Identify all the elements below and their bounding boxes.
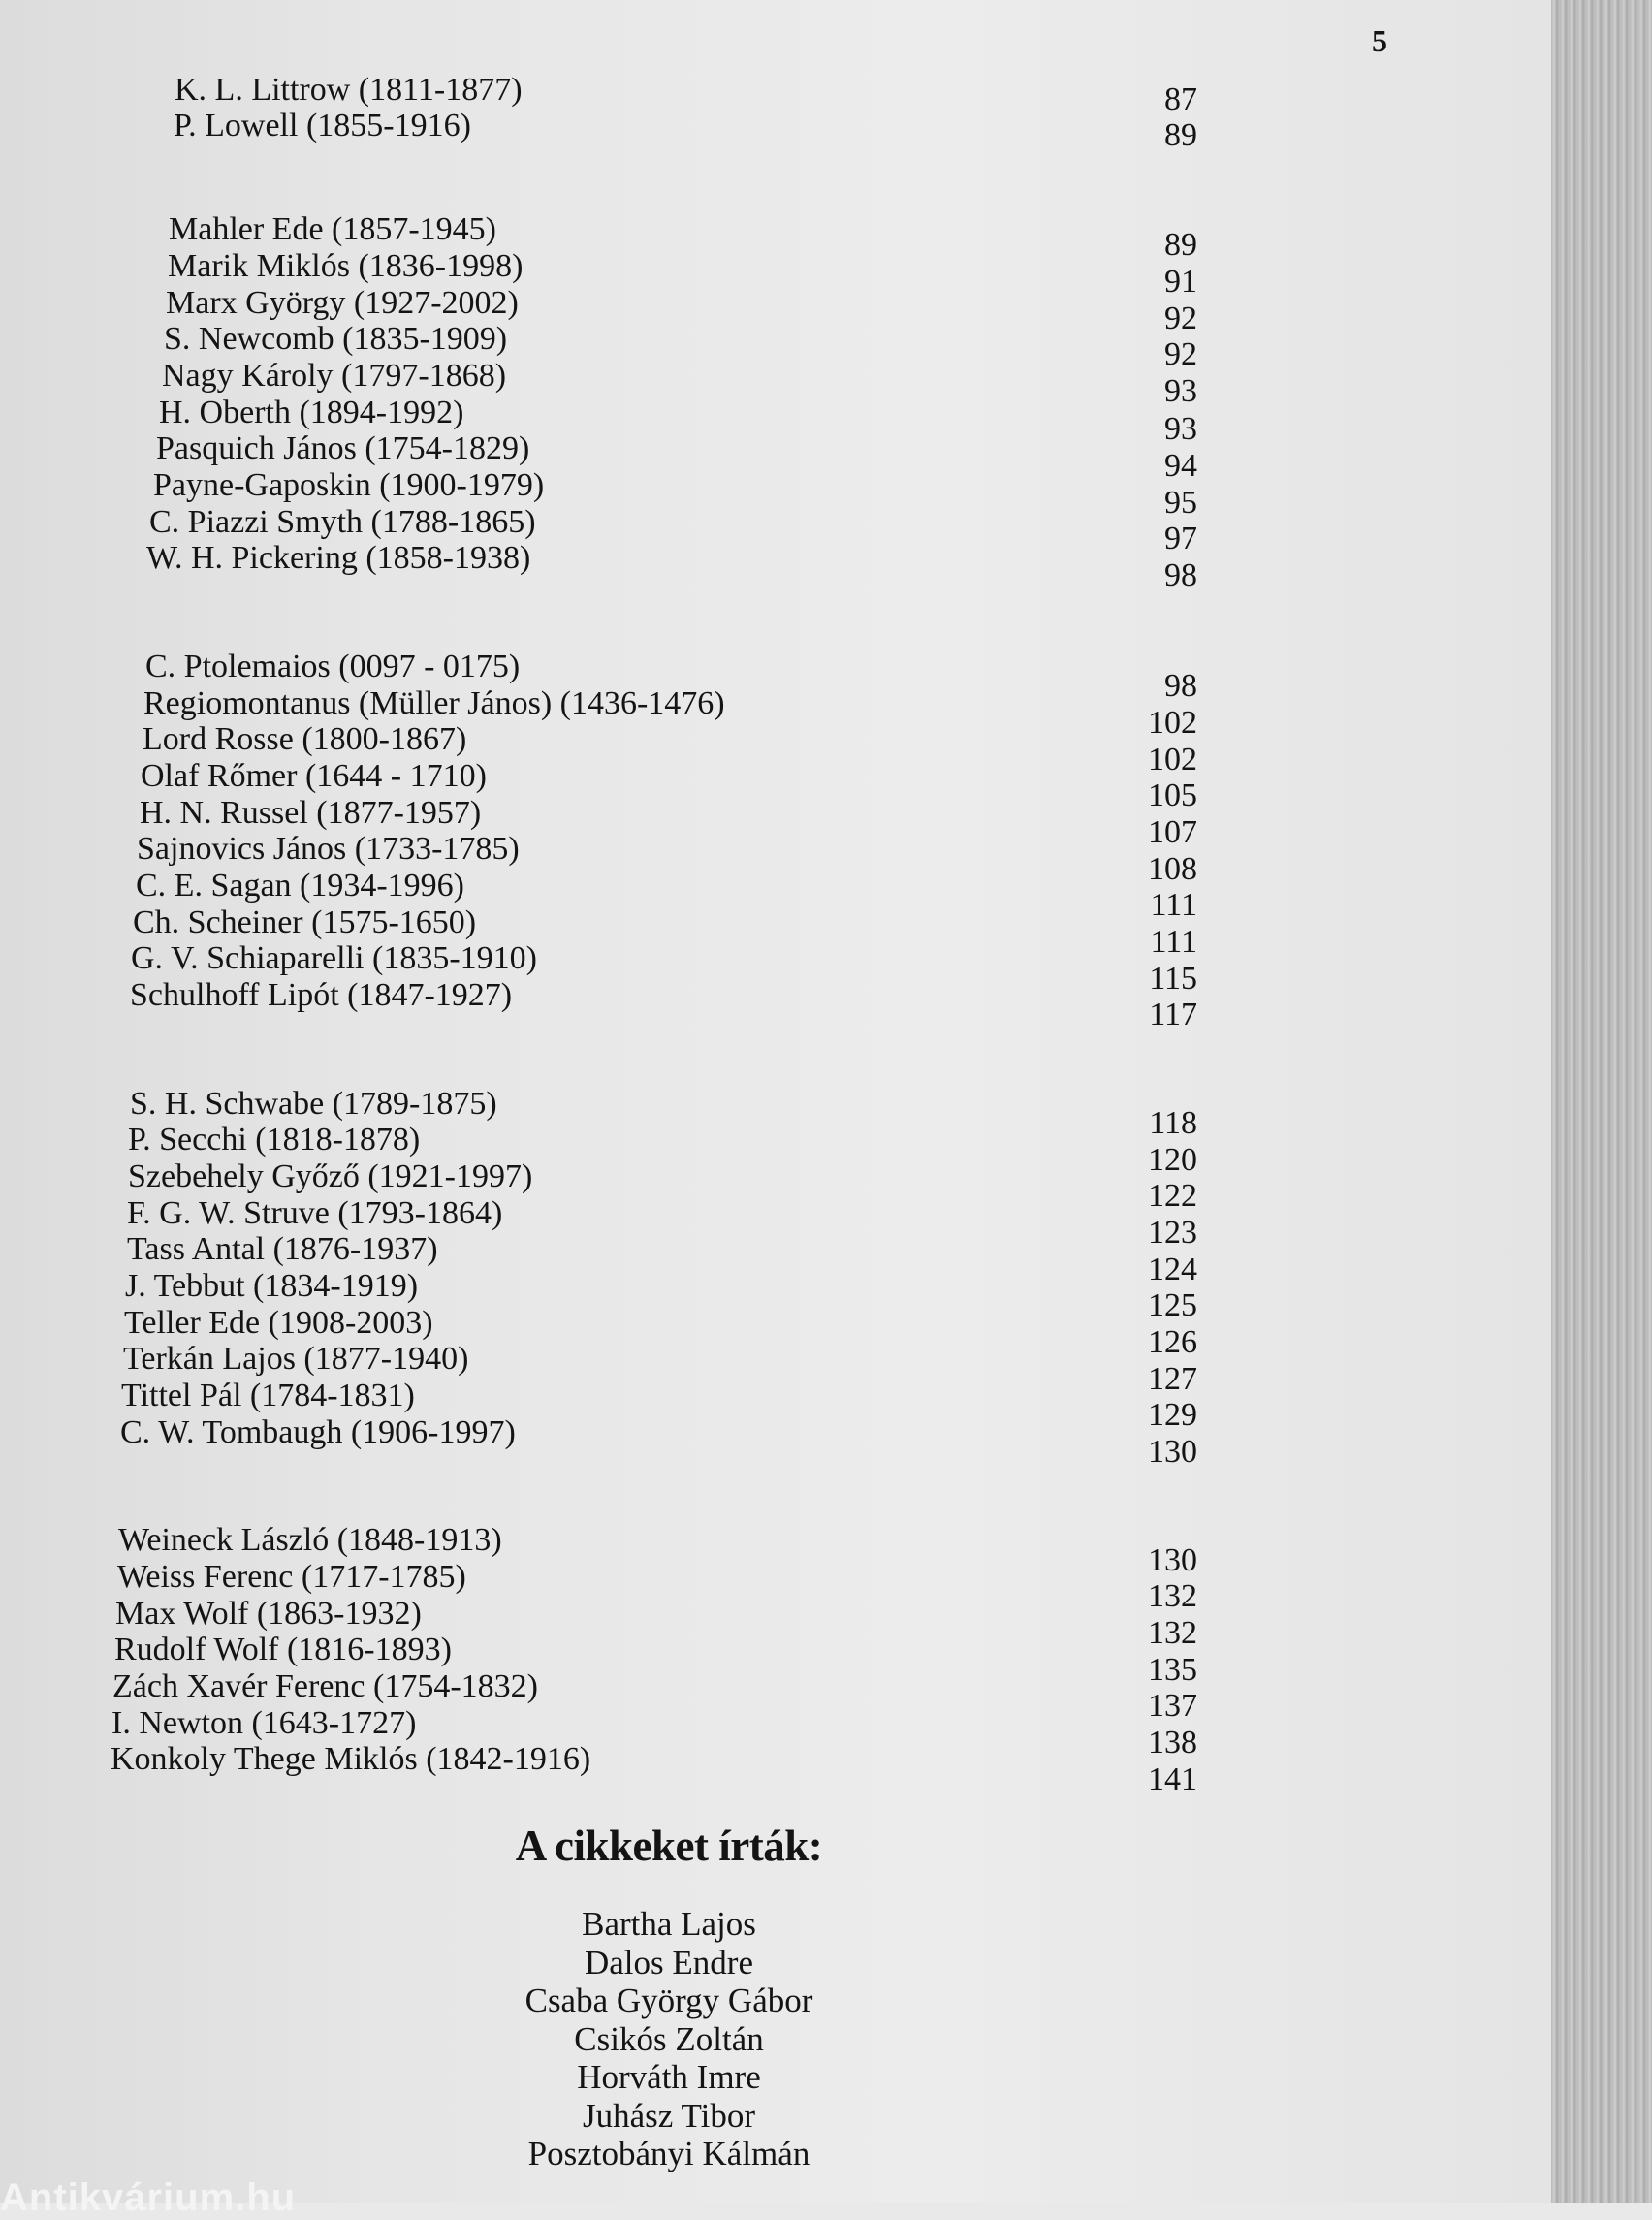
toc-entry-page: 123 [1148, 1215, 1197, 1251]
author-name: Csaba György Gábor [524, 1982, 813, 2019]
toc-entry-name: Marik Miklós (1836-1998) [168, 248, 524, 284]
toc-entry-name: Nagy Károly (1797-1868) [162, 358, 507, 394]
toc-entry-page: 130 [1148, 1434, 1197, 1470]
toc-entry-name: G. V. Schiaparelli (1835-1910) [131, 940, 537, 976]
toc-entry-name: Weineck László (1848-1913) [118, 1522, 502, 1558]
toc-entry-name: P. Secchi (1818-1878) [128, 1122, 421, 1158]
toc-entry-page: 129 [1148, 1397, 1197, 1433]
author-name: Juhász Tibor [583, 2096, 755, 2135]
toc-entry-page: 105 [1148, 777, 1197, 813]
toc-entry-name: J. Tebbut (1834-1919) [125, 1268, 419, 1304]
toc-entry-name: Rudolf Wolf (1816-1893) [114, 1632, 452, 1667]
authors-heading: A cikkeket írták: [515, 1822, 823, 1870]
toc-entry-name: S. H. Schwabe (1789-1875) [130, 1086, 497, 1122]
toc-entry-page: 87 [1164, 81, 1197, 117]
author-name: Horváth Imre [577, 2058, 761, 2096]
toc-entry-page: 126 [1148, 1324, 1197, 1360]
toc-entry-page: 115 [1149, 961, 1197, 997]
toc-entry-page: 141 [1148, 1761, 1197, 1797]
toc-entry-page: 92 [1164, 336, 1197, 372]
toc-entry-name: Marx György (1927-2002) [166, 285, 519, 321]
toc-entry-name: Sajnovics János (1733-1785) [137, 831, 520, 867]
toc-entry-page: 94 [1164, 448, 1197, 484]
toc-entry-name: P. Lowell (1855-1916) [174, 108, 471, 143]
toc-entry-page: 132 [1148, 1578, 1197, 1614]
toc-entry-page: 118 [1149, 1105, 1197, 1141]
toc-entry-page: 89 [1164, 227, 1197, 263]
toc-entry-page: 93 [1164, 373, 1197, 409]
toc-entry-name: H. N. Russel (1877-1957) [140, 795, 482, 831]
toc-entry-page: 102 [1148, 742, 1197, 777]
toc-entry-name: W. H. Pickering (1858-1938) [146, 540, 531, 576]
author-name: Bartha Lajos [582, 1905, 756, 1943]
toc-entry-name: Pasquich János (1754-1829) [156, 430, 530, 466]
toc-entry-name: Tass Antal (1876-1937) [127, 1231, 438, 1267]
toc-entry-page: 124 [1148, 1252, 1197, 1287]
toc-entry-page: 111 [1150, 887, 1197, 923]
toc-entry-name: C. E. Sagan (1934-1996) [136, 868, 465, 904]
toc-entry-page: 111 [1150, 924, 1197, 960]
toc-entry-name: Konkoly Thege Miklós (1842-1916) [111, 1741, 591, 1777]
toc-entry-page: 102 [1148, 705, 1197, 741]
toc-entry-name: Ch. Scheiner (1575-1650) [133, 904, 477, 940]
toc-entry-name: Weiss Ferenc (1717-1785) [117, 1559, 466, 1595]
toc-entry-name: F. G. W. Struve (1793-1864) [127, 1195, 503, 1231]
toc-entry-page: 95 [1164, 485, 1197, 521]
toc-entry-name: Regiomontanus (Müller János) (1436-1476) [143, 685, 725, 721]
toc-entry-page: 98 [1164, 557, 1197, 593]
toc-entry-name: Terkán Lajos (1877-1940) [123, 1341, 469, 1377]
toc-entry-page: 137 [1148, 1688, 1197, 1724]
toc-entry-name: H. Oberth (1894-1992) [159, 395, 464, 430]
toc-entry-page: 138 [1148, 1725, 1197, 1760]
toc-entry-name: Szebehely Győző (1921-1997) [128, 1158, 533, 1194]
toc-entry-page: 98 [1164, 668, 1197, 704]
toc-entry-page: 92 [1164, 301, 1197, 336]
toc-entry-name: S. Newcomb (1835-1909) [164, 321, 508, 357]
toc-entry-name: K. L. Littrow (1811-1877) [175, 72, 523, 108]
toc-entry-page: 130 [1148, 1542, 1197, 1578]
toc-entry-name: Tittel Pál (1784-1831) [121, 1378, 415, 1413]
toc-entry-name: C. W. Tombaugh (1906-1997) [120, 1414, 516, 1450]
toc-entry-page: 127 [1148, 1361, 1197, 1397]
toc-entry-page: 117 [1149, 997, 1197, 1032]
toc-entry-name: Olaf Rőmer (1644 - 1710) [141, 758, 487, 794]
toc-entry-page: 120 [1148, 1142, 1197, 1178]
toc-entry-page: 97 [1164, 521, 1197, 556]
toc-entry-name: Mahler Ede (1857-1945) [169, 211, 497, 247]
toc-entry-page: 132 [1148, 1615, 1197, 1651]
author-name: Csikós Zoltán [574, 2019, 764, 2058]
watermark: Antikvárium.hu [0, 2176, 297, 2219]
toc-entry-page: 135 [1148, 1652, 1197, 1688]
toc-entry-name: I. Newton (1643-1727) [111, 1705, 417, 1741]
toc-entry-page: 93 [1164, 411, 1197, 447]
authors-list [465, 1905, 873, 2173]
toc-entry-page: 125 [1148, 1287, 1197, 1323]
author-name: Dalos Endre [585, 1943, 753, 1982]
toc-entry-name: Max Wolf (1863-1932) [115, 1596, 422, 1632]
toc-entry-name: Lord Rosse (1800-1867) [143, 721, 467, 757]
author-name: Posztobányi Kálmán [527, 2135, 810, 2172]
toc-entry-name: Zách Xavér Ferenc (1754-1832) [112, 1668, 538, 1704]
toc-entry-name: Schulhoff Lipót (1847-1927) [130, 977, 513, 1013]
toc-entry-name: C. Ptolemaios (0097 - 0175) [145, 649, 521, 684]
toc-entry-page: 107 [1148, 814, 1197, 850]
toc-entry-page: 108 [1148, 851, 1197, 887]
toc-entry-name: C. Piazzi Smyth (1788-1865) [149, 504, 536, 540]
toc-entry-page: 122 [1148, 1178, 1197, 1214]
page-edge-stack [1551, 0, 1652, 2203]
toc-entry-page: 91 [1164, 264, 1197, 300]
toc-entry-name: Payne-Gaposkin (1900-1979) [153, 467, 545, 503]
page-number: 5 [1372, 23, 1387, 58]
toc-entry-page: 89 [1164, 117, 1197, 153]
toc-entry-name: Teller Ede (1908-2003) [124, 1305, 433, 1341]
